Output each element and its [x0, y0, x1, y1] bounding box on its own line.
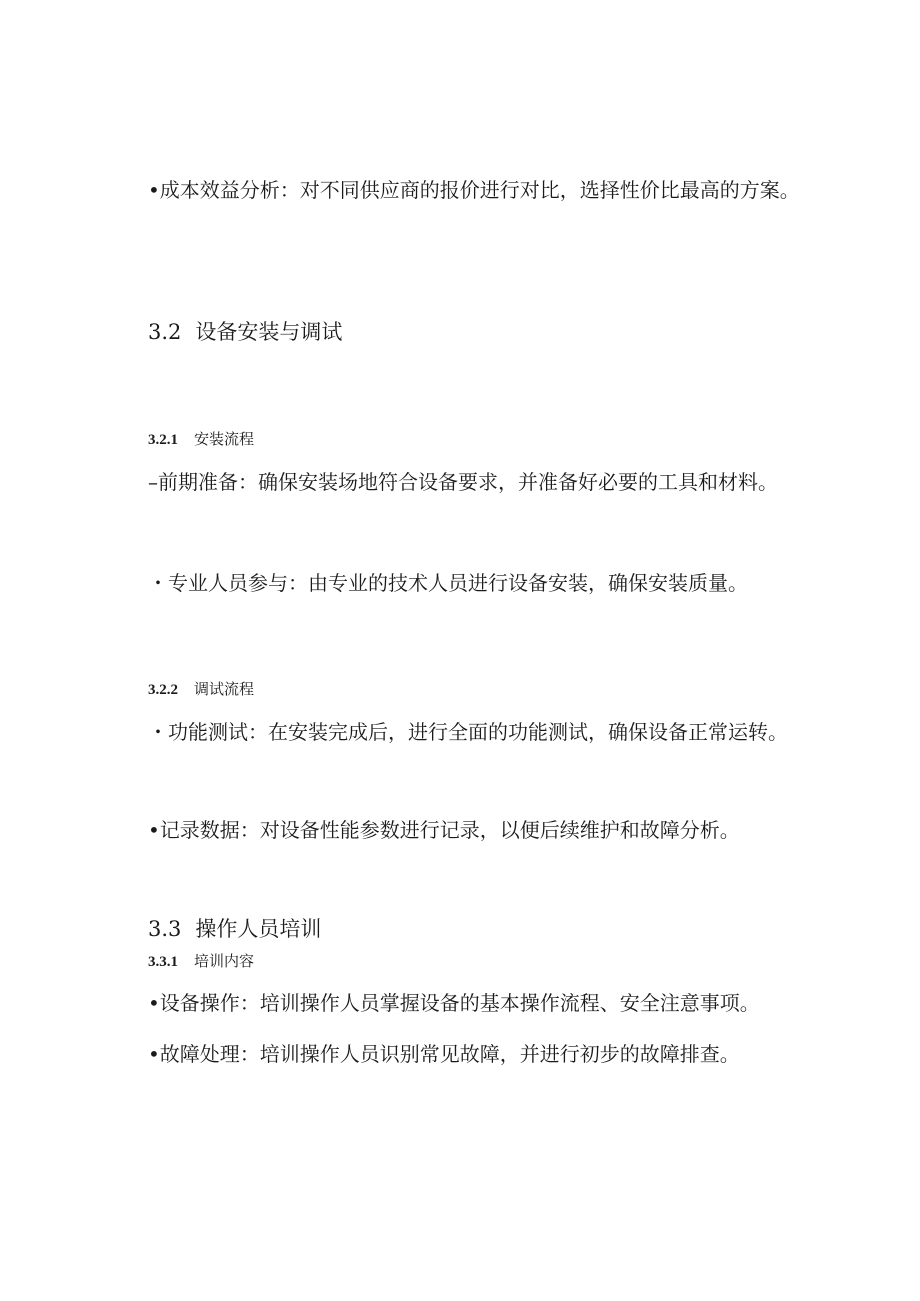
subsection-title: 调试流程 — [194, 681, 255, 698]
subsection-title: 培训内容 — [194, 953, 255, 970]
paragraph-cost-benefit: •成本效益分析：对不同供应商的报价进行对比，选择性价比最高的方案。 — [148, 178, 800, 202]
section-title: 设备安装与调试 — [195, 320, 343, 344]
subsection-number: 3.3.1 — [148, 954, 178, 970]
section-title: 操作人员培训 — [195, 917, 322, 941]
paragraph-operation: •设备操作：培训操作人员掌握设备的基本操作流程、安全注意事项。 — [148, 991, 760, 1015]
subsection-heading-3-2-2 — [148, 679, 254, 701]
subsection-heading-3-2-1 — [148, 429, 254, 451]
section-heading-3-3 — [148, 914, 321, 944]
section-number: 3.2 — [148, 320, 182, 344]
subsection-title: 安装流程 — [194, 431, 255, 448]
subsection-number: 3.2.2 — [148, 682, 178, 698]
paragraph-prep: –前期准备：确保安装场地符合设备要求，并准备好必要的工具和材料。 — [148, 470, 778, 494]
section-number: 3.3 — [148, 917, 182, 941]
paragraph-record: •记录数据：对设备性能参数进行记录，以便后续维护和故障分析。 — [148, 818, 740, 842]
paragraph-fault: •故障处理：培训操作人员识别常见故障，并进行初步的故障排查。 — [148, 1042, 740, 1066]
section-heading-3-2 — [148, 317, 342, 347]
subsection-heading-3-3-1 — [148, 951, 254, 973]
paragraph-staff: ・专业人员参与：由专业的技术人员进行设备安装，确保安装质量。 — [148, 571, 748, 595]
paragraph-func-test: ・功能测试：在安装完成后，进行全面的功能测试，确保设备正常运转。 — [148, 720, 788, 744]
subsection-number: 3.2.1 — [148, 432, 178, 448]
